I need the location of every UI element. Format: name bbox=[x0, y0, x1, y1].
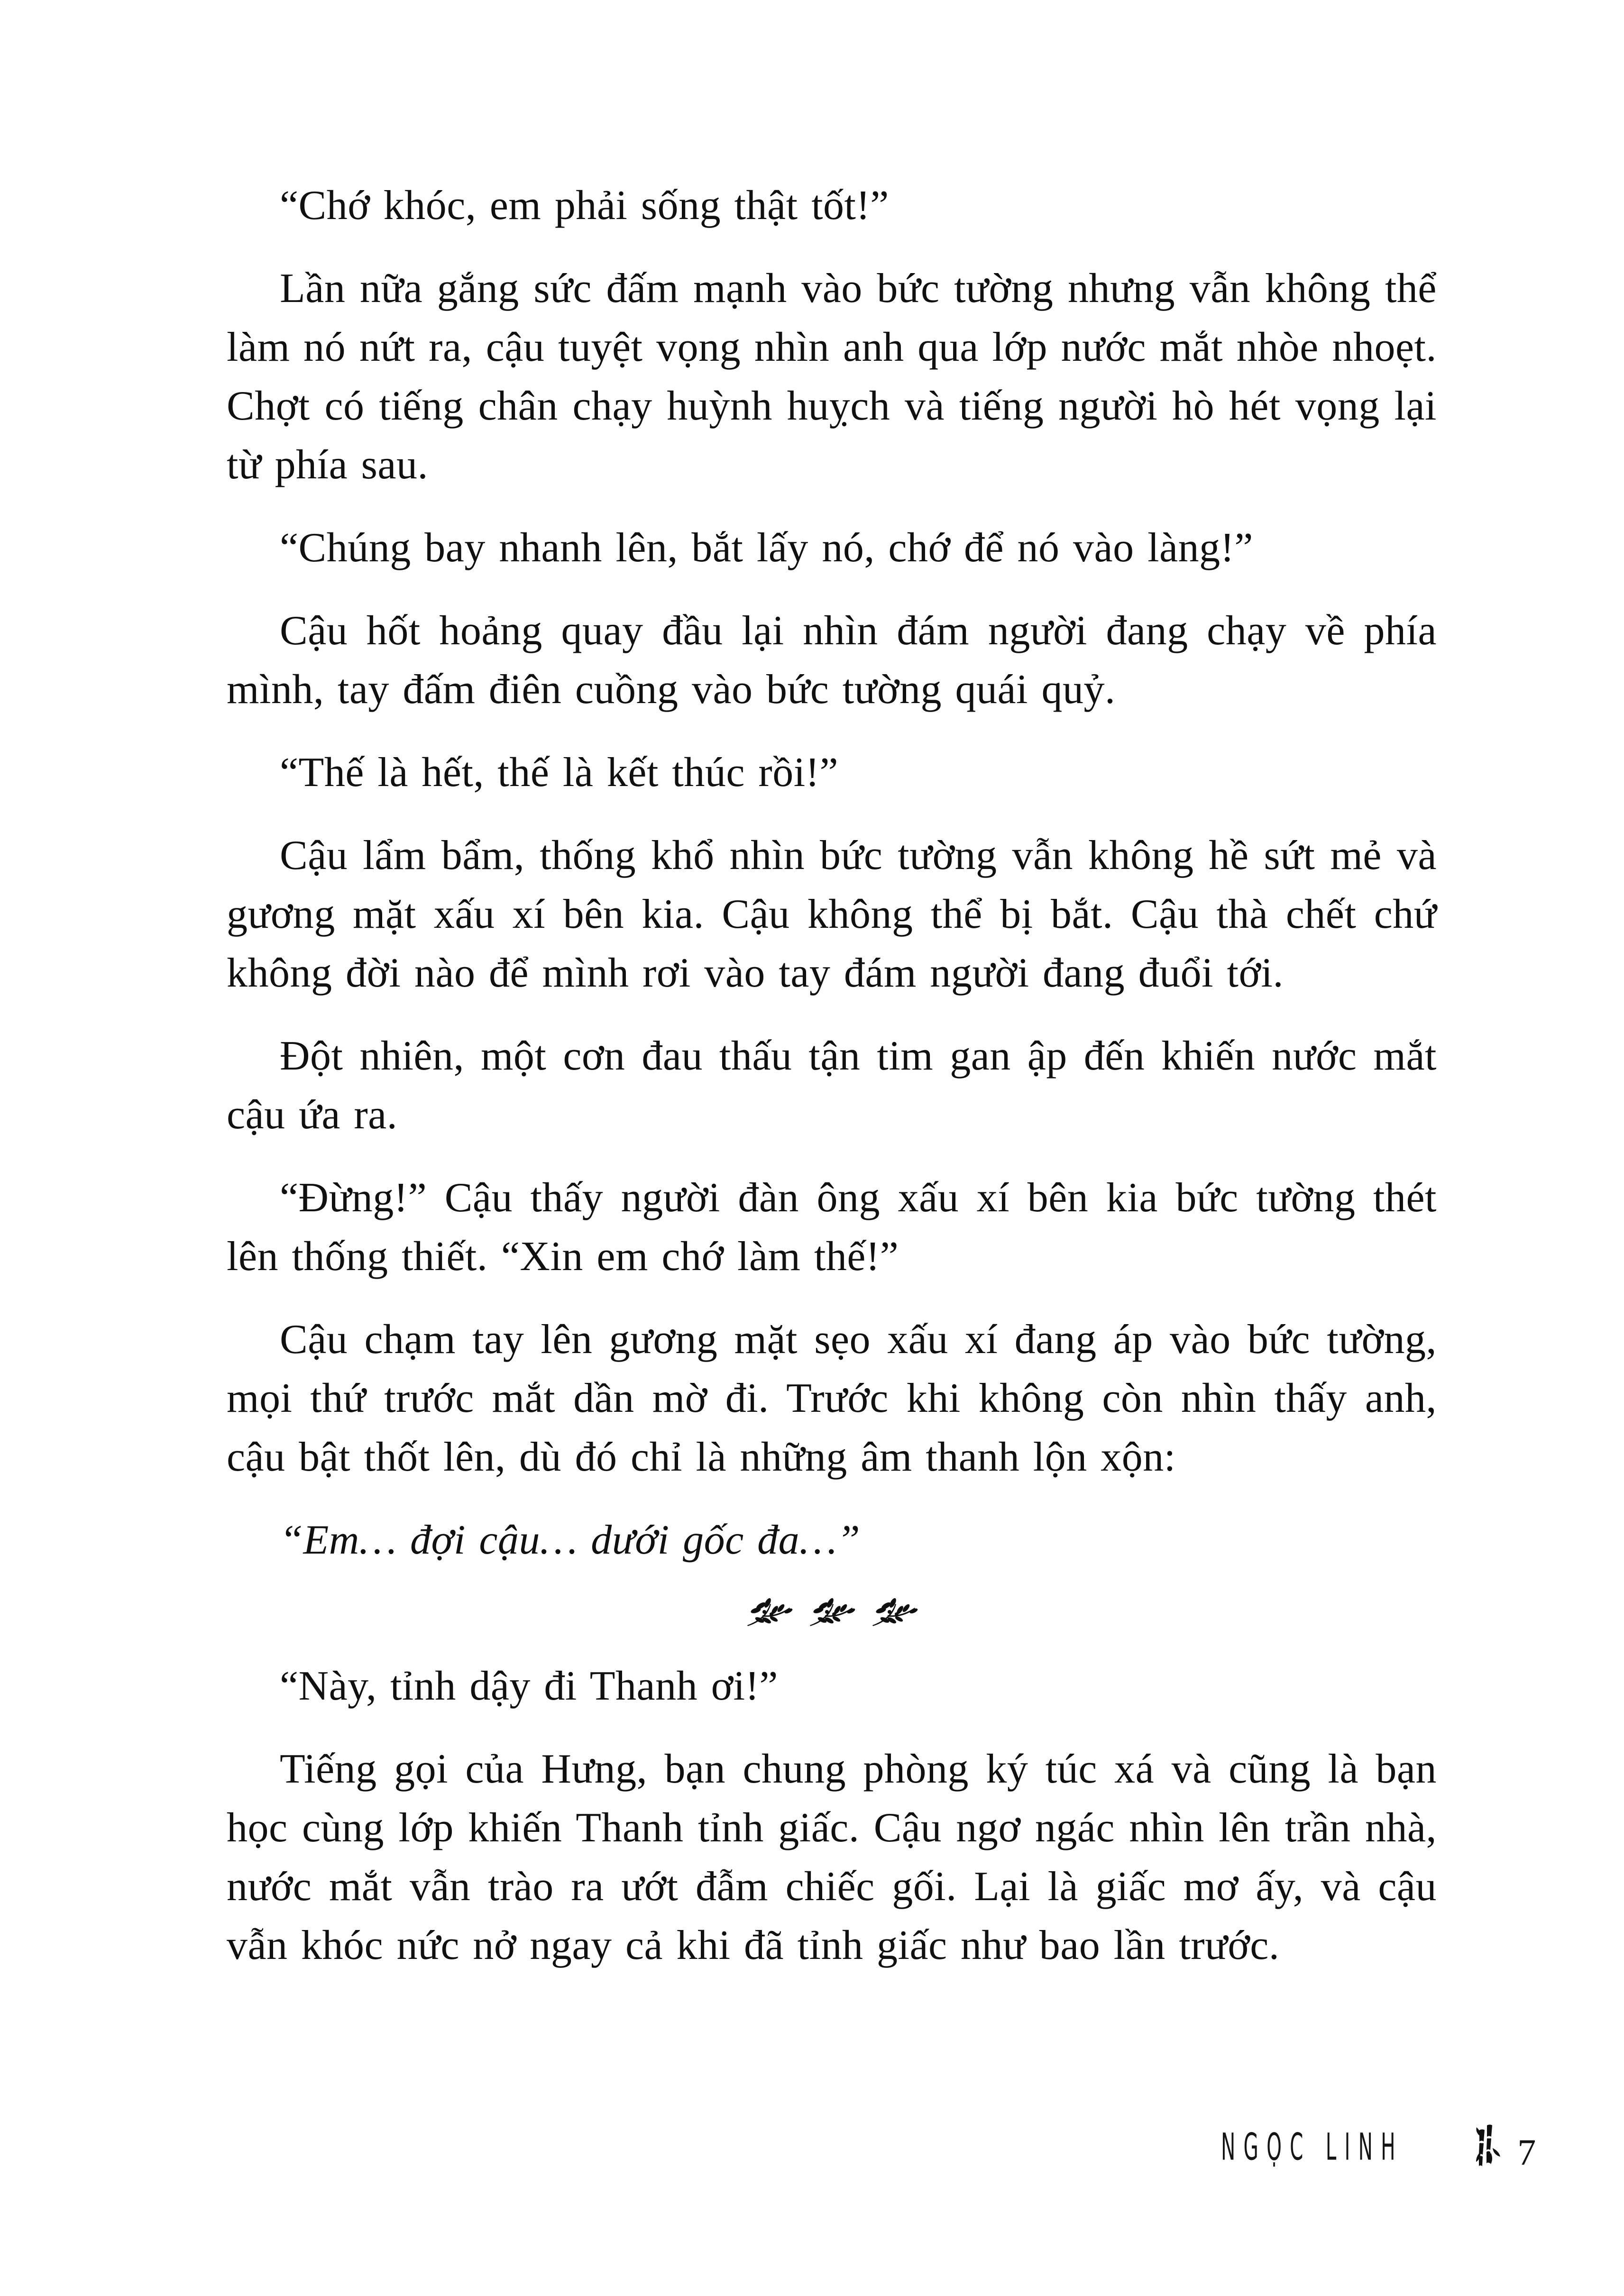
paragraph: Đột nhiên, một cơn đau thấu tận tim gan ập đến khiến nước mắt cậu ứa ra. bbox=[227, 1033, 1437, 1138]
page-footer bbox=[1221, 2123, 1536, 2173]
bamboo-icon bbox=[1471, 2123, 1501, 2169]
paragraph: Tiếng gọi của Hưng, bạn chung phòng ký túc xá và cũng là bạn học cùng lớp khiến Thanh tỉnh giấc. Cậu ngơ ngác nhìn lên trần nhà, nước mắt vẫn trào ra ướt đẫm chiếc gối. Lại là giấc mơ ấy, và cậu vẫn khóc nức nở ngay cả khi đã tỉnh giấc như bao lần trước. bbox=[227, 1746, 1437, 1968]
paragraph: Cậu lẩm bẩm, thống khổ nhìn bức tường vẫn không hề sứt mẻ và gương mặt xấu xí bên kia. Cậu không thể bị bắt. Cậu thà chết chứ không đời nào để mình rơi vào tay đám người đang đuổi tới. bbox=[227, 832, 1437, 996]
leaf-sprig-icon bbox=[808, 1598, 855, 1628]
paragraph: “Đừng!” Cậu thấy người đàn ông xấu xí bên kia bức tường thét lên thống thiết. “Xin em chớ làm thế!” bbox=[227, 1175, 1437, 1280]
section-divider bbox=[227, 1598, 1437, 1628]
paragraph: “Thế là hết, thế là kết thúc rồi!” bbox=[280, 750, 839, 796]
paragraph: “Chúng bay nhanh lên, bắt lấy nó, chớ để nó vào làng!” bbox=[280, 525, 1253, 571]
paragraph: “Em… đợi cậu… dưới gốc đa…” bbox=[280, 1517, 861, 1563]
page-number: 7 bbox=[1517, 2131, 1536, 2173]
leaf-sprig-icon bbox=[871, 1598, 918, 1628]
body-text bbox=[227, 176, 1437, 1999]
paragraph: “Này, tỉnh dậy đi Thanh ơi!” bbox=[280, 1663, 778, 1709]
paragraph: Cậu hốt hoảng quay đầu lại nhìn đám người đang chạy về phía mình, tay đấm điên cuồng vào bức tường quái quỷ. bbox=[227, 608, 1437, 713]
paragraph: Cậu chạm tay lên gương mặt sẹo xấu xí đang áp vào bức tường, mọi thứ trước mắt dần mờ đi. Trước khi không còn nhìn thấy anh, cậu bật thốt lên, dù đó chỉ là những âm thanh lộn xộn: bbox=[227, 1317, 1437, 1480]
author-name: NGỌC LINH bbox=[1221, 2126, 1404, 2169]
leaf-sprig-icon bbox=[745, 1598, 793, 1628]
paragraph: “Chớ khóc, em phải sống thật tốt!” bbox=[280, 183, 889, 229]
paragraph: Lần nữa gắng sức đấm mạnh vào bức tường nhưng vẫn không thể làm nó nứt ra, cậu tuyệt vọng nhìn anh qua lớp nước mắt nhòe nhoẹt. Chợt có tiếng chân chạy huỳnh huỵch và tiếng người hò hét vọng lại từ phía sau. bbox=[227, 265, 1437, 488]
